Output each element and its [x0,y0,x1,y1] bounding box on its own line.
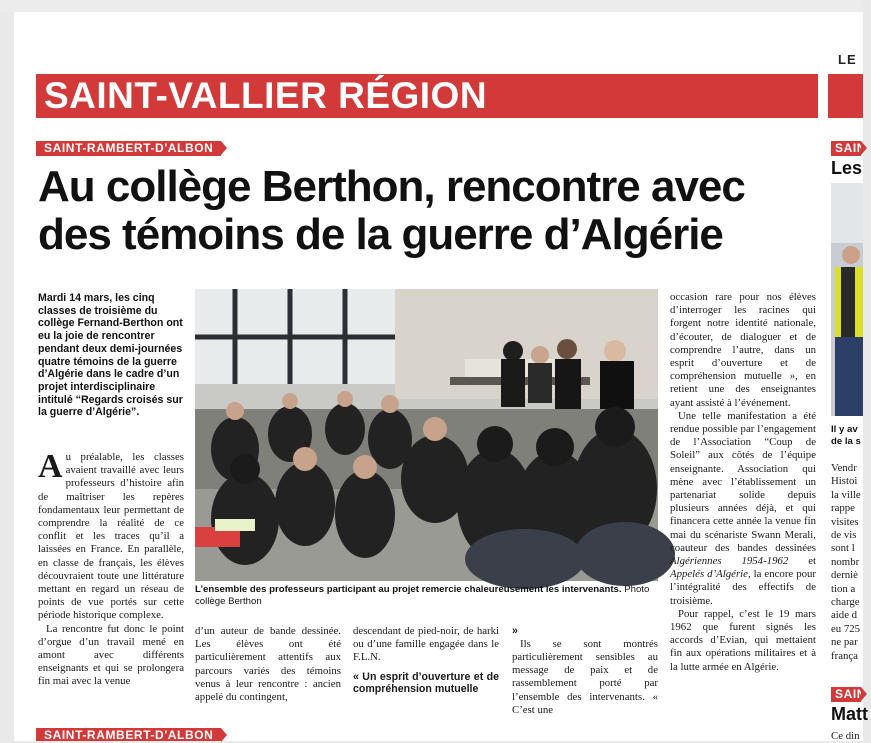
col1-paragraph-2: La rencontre fut donc le point d’orgue d’un travail mené en amont avec différents enseignants et qui se prolongera fin mai avec la venue [38,622,184,688]
sidebar-caption-line-2: de la s [831,436,861,448]
sidebar-text-line: aide d [831,609,858,622]
sidebar-text-line: frança [831,649,858,662]
sidebar-text-line: ne par [831,636,858,649]
page-header-code: LE [838,52,857,67]
col1-paragraph-1: u préalable, les classes avaient travaillé avec leurs professeurs d’histoire afin de maîtriser les repères fondamentaux leur permettant de comprendre la réalité de ce conflit et les traces qu’il a laissées en France. En parallèle, en classe de français, les élèves découvraient toute une littérature mettant en regard un réseau de points de vue portés sur cette période historique complexe. [38,451,184,622]
dropcap: A [38,448,63,485]
sidebar-text-2: Ce din [831,730,860,742]
sidebar-title-2: Matt [831,704,868,724]
sidebar-text-line: Vendr [831,462,857,474]
section-band-right [828,74,863,118]
bottom-location-tag: SAINT-RAMBERT-D'ALBON [36,728,221,741]
col2-text: d’un auteur de bande dessinée. Les élèves ont été particulièrement attentifs aux parcours variés des témoins venus à leur rencontre : ancien appelé du contingent, [195,625,341,704]
sidebar-text-line: visites [831,515,859,528]
bd-title-1: Algériennes 1954-1962 [670,555,789,568]
article-column-5 [670,291,816,674]
sidebar-text [831,462,871,663]
article-column-3 [353,625,499,696]
col5-and: et [788,555,816,568]
headline-line-2: des témoins de la guerre d’Algérie [38,210,723,259]
headline-line-1: Au collège Berthon, rencontre avec [38,162,745,211]
classroom-photo [195,289,658,581]
sidebar-text-line: derniè [831,569,858,582]
sidebar-text-line: eu 725 [831,622,861,635]
sidebar-caption-line-1: Il y av [831,424,858,435]
col5-paragraph-1: occasion rare pour nos élèves d’interroger les racines qui forgent notre identité nationale, d’écouter, de dialoguer et de comprendre l’autre, dans un esprit d’ouverture et de compréhension mutuelle », en retient une des enseignantes ayant assisté à l’événement. [670,291,816,409]
col5-paragraph-2-end: , la encore pour l’intégralité des effectifs de troisième. [670,568,816,607]
sidebar-tag: SAIN [831,141,861,156]
viewer-top-bar [0,0,863,12]
sidebar-text-line: sont l [831,542,855,555]
sidebar-text-line: tion a [831,582,856,595]
location-tag: SAINT-RAMBERT-D'ALBON [36,141,221,156]
col4-subhead-end: » [512,625,518,637]
sidebar-text-line: rappe [831,502,855,515]
caption-text: L’ensemble des professeurs participant au projet remercie chaleureusement les intervenants. [195,584,622,595]
section-title: SAINT-VALLIER RÉGION [44,75,488,116]
sidebar-caption [831,424,871,449]
sidebar-title: Les [831,158,863,178]
sidebar-text-line: la ville [831,488,861,501]
article-column-1 [38,448,184,689]
photo-caption [195,584,658,608]
col5-paragraph-2: Une telle manifestation a été rendue possible par l’engagement de l’Association “Coup de Soleil” aux côtés de l’équipe enseignante. Association qui mène avec l’établissement un partenariat solide depuis plusieurs années déjà, et qui financera cette année la venue fin mai du scénariste Swann Merali, coauteur des bandes dessinées [670,409,816,554]
col4-text: Ils se sont montrés particulièrement sensibles au message de paix et de rassemblement porté par l’ensemble des intervenants. « C’est une [512,637,658,716]
sidebar-text-line: de vis [831,529,857,542]
article-photo [195,289,658,581]
sidebar-text-line: nombr [831,555,860,568]
article-headline [38,163,823,259]
bd-title-2: Appelés d’Algérie [670,568,748,581]
sidebar-photo [831,183,863,416]
article-lead: Mardi 14 mars, les cinq classes de troisième du collège Fernand-Berthon ont eu la joie de rencontrer pendant deux demi-journées quatre témoins de la guerre d’Algérie dans le cadre d’un projet interdisciplinaire intitulé “Regards croisés sur la guerre d’Algérie”. [38,292,183,419]
sidebar-tag-2: SAIN [831,687,861,702]
col3-text: descendant de pied-noir, de harki ou d’une famille engagée dans le F.L.N. [353,625,499,664]
article-column-2 [195,625,341,704]
sidebar-text-line: Histoi [831,475,858,488]
sidebar-photo-image [831,183,863,416]
col5-paragraph-3: Pour rappel, c’est le 19 mars 1962 que furent signés les accords d’Evian, qui mettaient fin aux opérations militaires et à la lutte armée en Algérie. [670,607,816,673]
sidebar-text-line: charge [831,596,860,609]
col3-subhead: « Un esprit d’ouverture et de compréhension mutuelle [353,670,499,696]
article-column-4 [512,625,658,717]
photo-credit: Photo collège Berthon [195,584,650,608]
